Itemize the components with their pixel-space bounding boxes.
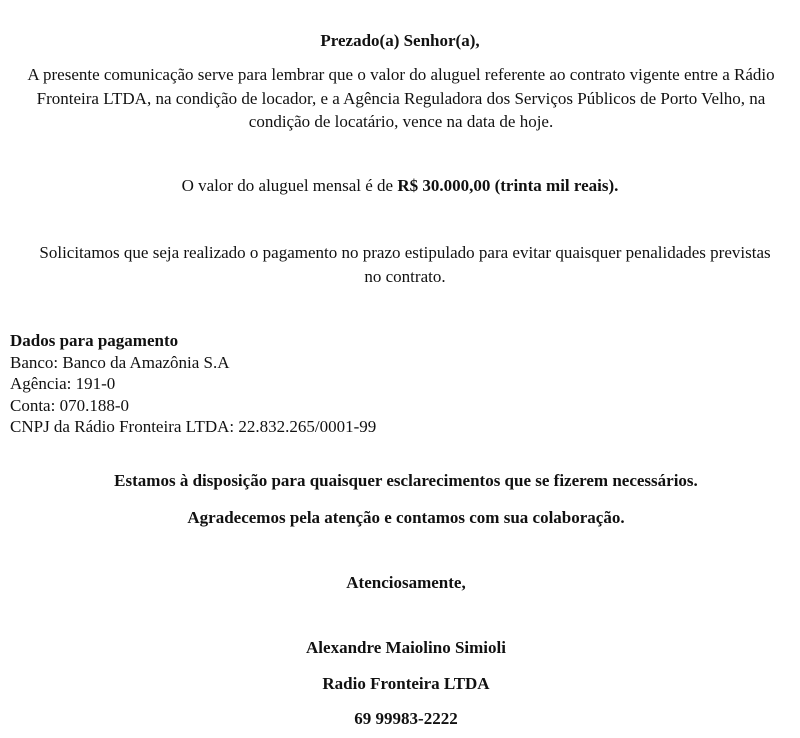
payment-account: Conta: 070.188-0 — [10, 395, 129, 415]
signer-phone: 69 99983-2222 — [354, 709, 458, 728]
signer-company: Radio Fronteira LTDA — [322, 674, 490, 693]
payment-agency: Agência: 191-0 — [10, 374, 116, 393]
payment-bank: Banco: Banco da Amazônia S.A — [10, 352, 230, 372]
availability-note: Estamos à disposição para quaisquer esclarecimentos que se fizerem necessários. — [114, 471, 698, 490]
payment-heading: Dados para pagamento — [10, 331, 179, 350]
signer-name: Alexandre Maiolino Simioli — [306, 638, 506, 657]
payment-details — [10, 330, 610, 438]
payment-cnpj: CNPJ da Rádio Fronteira LTDA: 22.832.265/0001-99 — [10, 417, 377, 436]
rent-value-amount: R$ 30.000,00 (trinta mil reais). — [397, 176, 619, 195]
greeting: Prezado(a) Senhor(a), — [320, 31, 480, 50]
rent-value-prefix: O valor do aluguel mensal é de — [181, 176, 398, 195]
signoff: Atenciosamente, — [346, 573, 466, 592]
thanks-note: Agradecemos pela atenção e contamos com sua colaboração. — [187, 508, 625, 527]
intro-paragraph: A presente comunicação serve para lembrar que o valor do aluguel referente ao contrato vigente entre a Rádio Fronteira LTDA, na condição de locador, e a Agência Reguladora dos Serviços Públicos de Porto Velho, na condição de locatário, vence na data de hoje. — [27, 65, 775, 131]
payment-request-paragraph: Solicitamos que seja realizado o pagamento no prazo estipulado para evitar quaisquer penalidades previstas no contrato. — [39, 243, 771, 286]
rent-value-line — [0, 175, 800, 197]
